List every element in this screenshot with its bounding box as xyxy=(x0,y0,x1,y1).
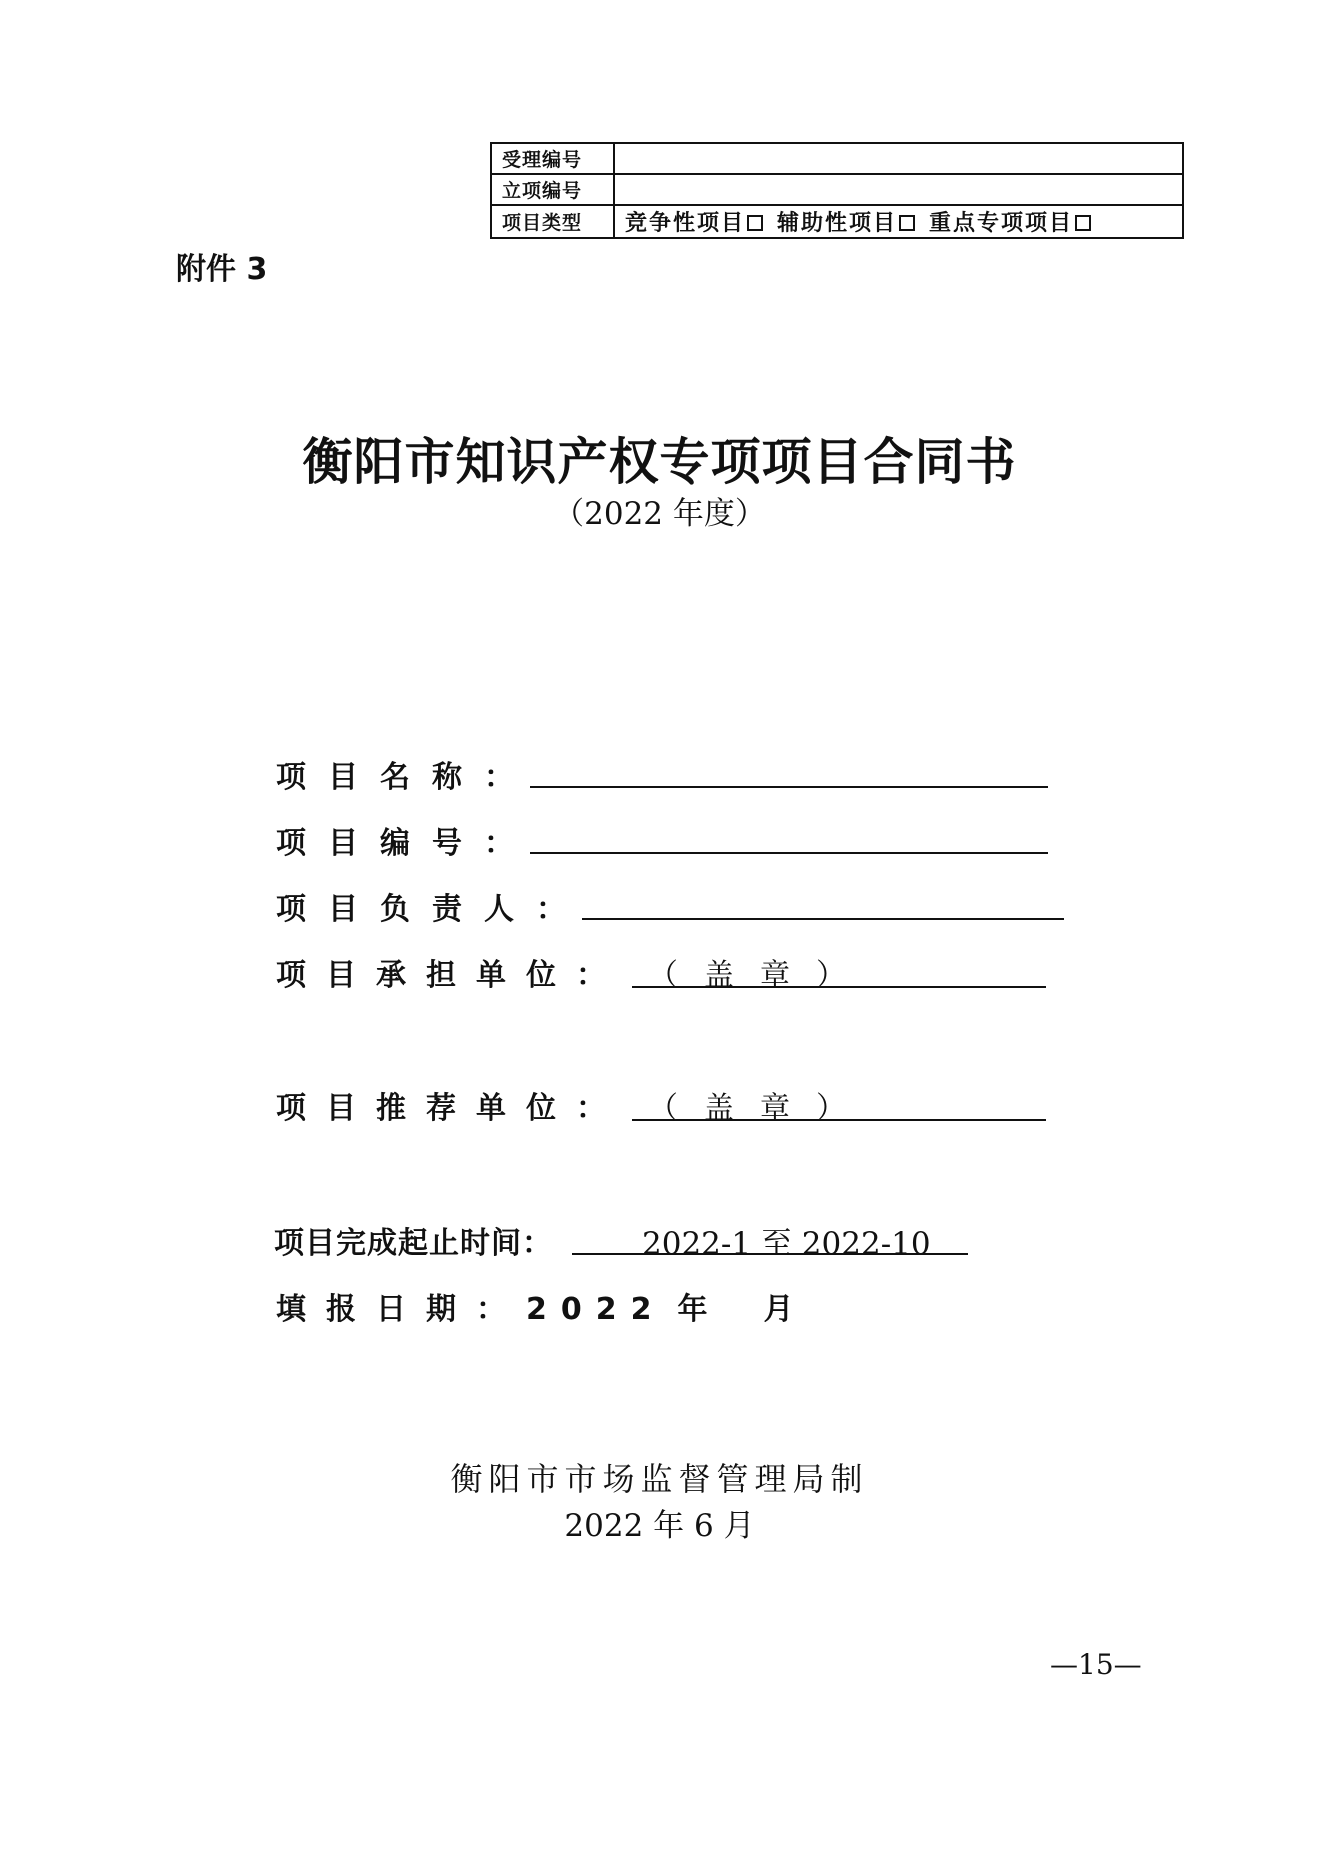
undertaking-unit-seal: （盖章） xyxy=(648,958,872,993)
option-auxiliary-label: 辅助性项目 xyxy=(777,211,898,236)
option-competitive-label: 竞争性项目 xyxy=(625,211,746,236)
fill-date-year-unit: 年 xyxy=(677,1292,728,1327)
acceptance-number-label: 受理编号 xyxy=(491,143,614,174)
document-subtitle: （2022 年度） xyxy=(553,496,766,532)
option-competitive-checkbox[interactable] xyxy=(747,215,763,231)
fill-date-year: 2022 xyxy=(526,1292,666,1327)
project-leader-label: 项目负责人： xyxy=(276,892,588,927)
completion-period-value: 2022-1 至 2022-10 xyxy=(642,1226,931,1262)
project-number-line[interactable] xyxy=(530,852,1048,854)
option-key-special-checkbox[interactable] xyxy=(1075,215,1091,231)
fill-date-row xyxy=(276,1284,814,1328)
project-type-options xyxy=(614,205,1183,238)
recommending-unit-seal: （盖章） xyxy=(648,1091,872,1126)
project-name-label: 项目名称： xyxy=(276,760,536,795)
fill-date-label: 填报日期： xyxy=(276,1292,526,1327)
issuer: 衡阳市市场监督管理局制 xyxy=(450,1460,869,1498)
completion-period-label: 项目完成起止时间： xyxy=(274,1226,553,1261)
project-leader-line[interactable] xyxy=(582,918,1064,920)
fill-date-month-unit: 月 xyxy=(763,1292,814,1327)
project-number-label: 项目编号： xyxy=(276,826,536,861)
acceptance-number-value[interactable] xyxy=(614,143,1183,174)
recommending-unit-line[interactable] xyxy=(632,1119,1046,1121)
table-row xyxy=(491,205,1183,238)
table-row xyxy=(491,143,1183,174)
issue-date: 2022 年 6 月 xyxy=(564,1508,755,1544)
recommending-unit-label: 项目推荐单位： xyxy=(276,1091,626,1126)
undertaking-unit-line[interactable] xyxy=(632,986,1046,988)
undertaking-unit-label: 项目承担单位： xyxy=(276,958,626,993)
project-approval-number-value[interactable] xyxy=(614,174,1183,205)
table-row xyxy=(491,174,1183,205)
project-approval-number-label: 立项编号 xyxy=(491,174,614,205)
option-key-special-label: 重点专项项目 xyxy=(929,211,1074,236)
option-auxiliary-checkbox[interactable] xyxy=(899,215,915,231)
admin-info-table xyxy=(490,142,1184,239)
project-type-label: 项目类型 xyxy=(491,205,614,238)
attachment-label: 附件 3 xyxy=(176,252,268,287)
completion-period-line[interactable] xyxy=(572,1253,968,1255)
page-number: —15— xyxy=(1050,1648,1142,1681)
project-name-line[interactable] xyxy=(530,786,1048,788)
document-title: 衡阳市知识产权专项项目合同书 xyxy=(302,432,1017,491)
